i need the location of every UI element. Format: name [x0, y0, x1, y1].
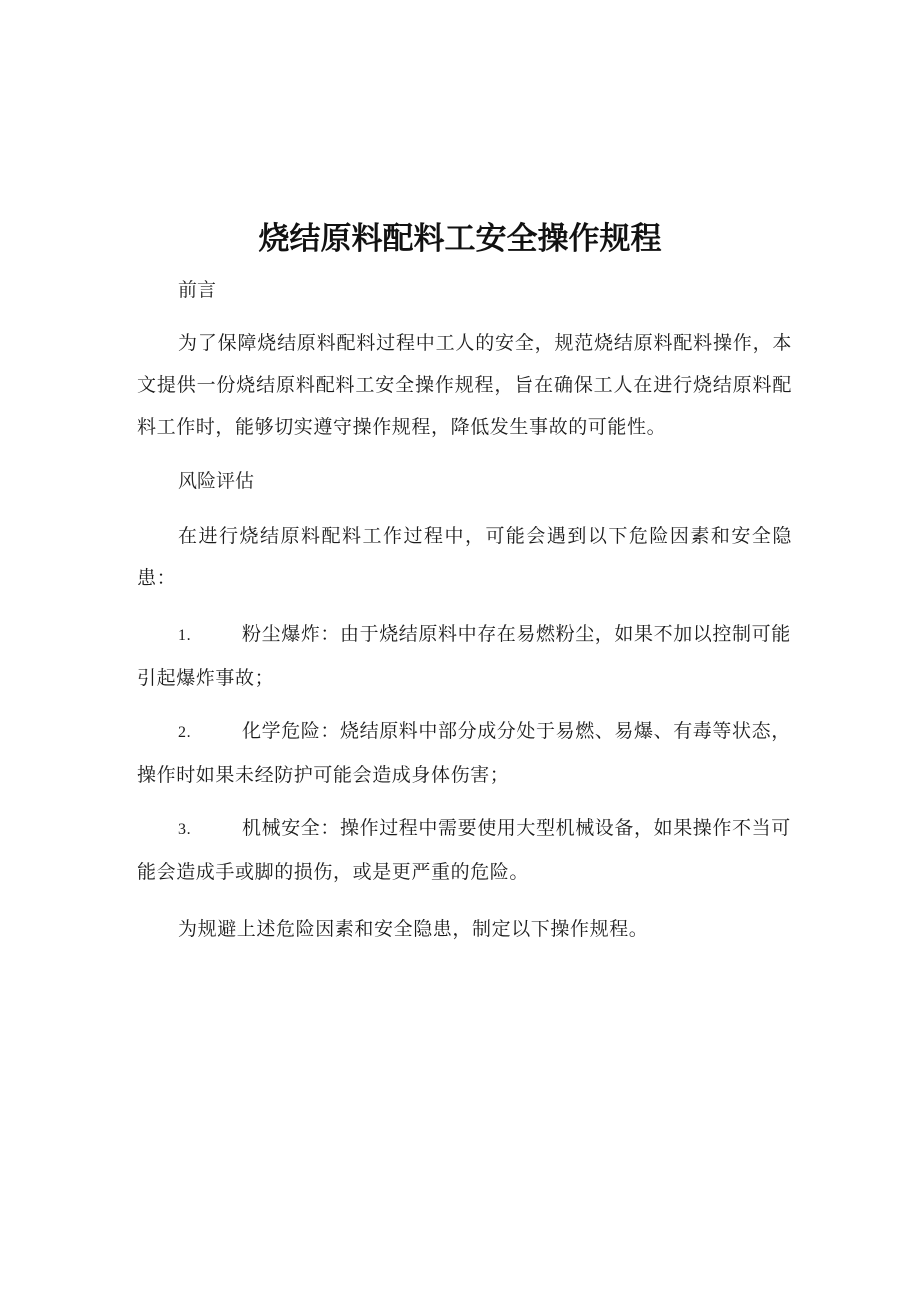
list-number: 1.	[178, 627, 192, 644]
risk-assessment-heading: 风险评估	[178, 470, 255, 492]
closing-paragraph: 为规避上述危险因素和安全隐患，制定以下操作规程。	[178, 918, 649, 940]
list-number: 3.	[178, 821, 192, 838]
list-number: 2.	[178, 724, 192, 741]
risk-item	[137, 807, 792, 893]
list-text: 化学危险：烧结原料中部分成分处于易燃、易爆、有毒等状态，操作时如果未经防护可能会造成身体伤害；	[137, 720, 791, 786]
risk-item	[137, 613, 792, 699]
risk-item	[137, 710, 792, 796]
list-text: 粉尘爆炸：由于烧结原料中存在易燃粉尘，如果不加以控制可能引起爆炸事故；	[137, 623, 791, 689]
document-title: 烧结原料配料工安全操作规程	[258, 221, 662, 257]
list-text: 机械安全：操作过程中需要使用大型机械设备，如果操作不当可能会造成手或脚的损伤，或是更严重的危险。	[137, 817, 791, 883]
risk-intro-paragraph: 在进行烧结原料配料工作过程中，可能会遇到以下危险因素和安全隐患：	[137, 525, 792, 589]
preface-paragraph: 为了保障烧结原料配料过程中工人的安全，规范烧结原料配料操作，本文提供一份烧结原料配料工安全操作规程，旨在确保工人在进行烧结原料配料工作时，能够切实遵守操作规程，降低发生事故的可能性。	[137, 332, 792, 438]
preface-heading: 前言	[178, 279, 217, 301]
